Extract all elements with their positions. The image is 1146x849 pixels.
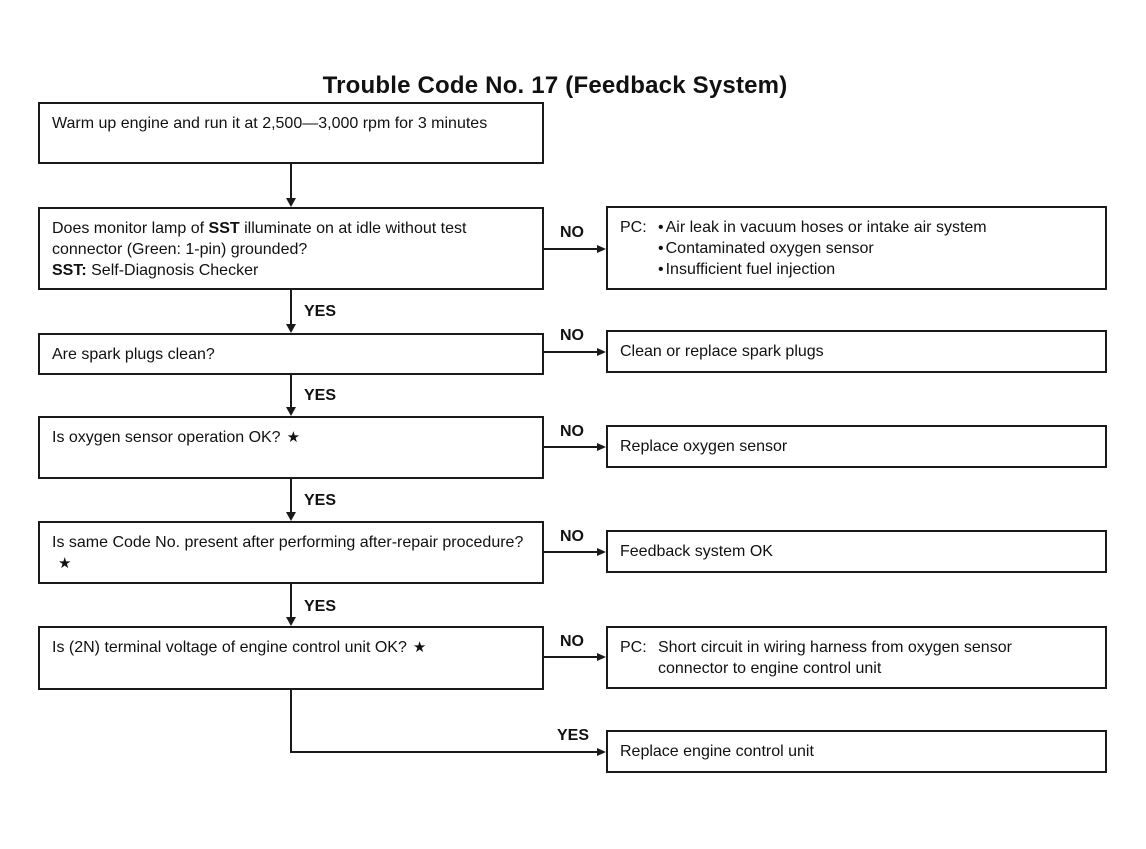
result-clean-spark-plugs — [606, 330, 1107, 373]
pc-prefix: PC: — [620, 639, 647, 656]
result-pc-air-leak — [606, 206, 1107, 290]
step-text: Warm up engine and run it at 2,500—3,000 rpm for 3 minutes — [52, 115, 488, 132]
pc-item: Short circuit in wiring harness from oxygen sensor — [658, 639, 1012, 656]
yes-label: YES — [304, 303, 337, 320]
no-label: NO — [560, 423, 584, 440]
arrow-right-icon — [597, 348, 606, 356]
connector-line — [290, 690, 292, 753]
step-warm-up-engine — [38, 102, 544, 164]
star-icon: ★ — [58, 555, 72, 572]
step-spark-plugs-question — [38, 333, 544, 375]
connector-line — [290, 584, 292, 617]
step-terminal-voltage-question — [38, 626, 544, 690]
step-text: Is same Code No. present after performing after-repair procedure? — [52, 534, 524, 551]
no-label: NO — [560, 633, 584, 650]
arrow-right-icon — [597, 245, 606, 253]
yes-label: YES — [557, 727, 590, 744]
step-same-code-question — [38, 521, 544, 584]
diagram-title: Trouble Code No. 17 (Feedback System) — [322, 72, 788, 99]
result-text: Replace oxygen sensor — [620, 438, 788, 455]
no-label: NO — [560, 327, 584, 344]
no-label: NO — [560, 528, 584, 545]
arrow-right-icon — [597, 443, 606, 451]
step-text-part: Does monitor lamp of — [52, 220, 209, 237]
result-pc-short-circuit — [606, 626, 1107, 689]
arrow-down-icon — [286, 512, 296, 521]
result-text: Clean or replace spark plugs — [620, 343, 824, 360]
star-icon: ★ — [286, 429, 301, 446]
sst-label: SST: — [52, 262, 87, 279]
pc-item: • Contaminated oxygen sensor — [658, 238, 987, 259]
connector-line — [544, 656, 597, 658]
connector-line — [544, 446, 597, 448]
result-replace-engine-control-unit — [606, 730, 1107, 773]
pc-item: • Air leak in vacuum hoses or intake air system — [658, 217, 987, 238]
connector-line — [290, 479, 292, 512]
result-feedback-system-ok — [606, 530, 1107, 573]
yes-label: YES — [304, 492, 337, 509]
sst-description: Self-Diagnosis Checker — [86, 262, 259, 279]
step-text: Is (2N) terminal voltage of engine control unit OK? — [52, 639, 407, 656]
step-text: Are spark plugs clean? — [52, 346, 215, 363]
step-text-part: illuminate on at idle without test connector (Green: 1-pin) grounded? — [52, 220, 467, 258]
no-label: NO — [560, 224, 584, 241]
yes-label: YES — [304, 598, 337, 615]
arrow-right-icon — [597, 748, 606, 756]
result-text: Replace engine control unit — [620, 743, 814, 760]
step-text: Is oxygen sensor operation OK? — [52, 429, 281, 446]
yes-label: YES — [304, 387, 337, 404]
connector-line — [544, 551, 597, 553]
result-replace-oxygen-sensor — [606, 425, 1107, 468]
step-monitor-lamp-question — [38, 207, 544, 290]
connector-line — [544, 248, 597, 250]
arrow-right-icon — [597, 548, 606, 556]
star-icon: ★ — [412, 639, 427, 656]
pc-item: connector to engine control unit — [658, 660, 882, 677]
connector-line — [544, 351, 597, 353]
sst-term: SST — [208, 220, 240, 237]
arrow-down-icon — [286, 324, 296, 333]
pc-prefix: PC: — [620, 219, 647, 236]
arrow-down-icon — [286, 617, 296, 626]
arrow-down-icon — [286, 407, 296, 416]
arrow-right-icon — [597, 653, 606, 661]
step-oxygen-sensor-question — [38, 416, 544, 479]
connector-line — [290, 290, 292, 324]
connector-line — [290, 164, 292, 198]
connector-line — [290, 751, 597, 753]
connector-line — [290, 375, 292, 407]
arrow-down-icon — [286, 198, 296, 207]
pc-item: • Insufficient fuel injection — [658, 259, 987, 280]
result-text: Feedback system OK — [620, 543, 773, 560]
